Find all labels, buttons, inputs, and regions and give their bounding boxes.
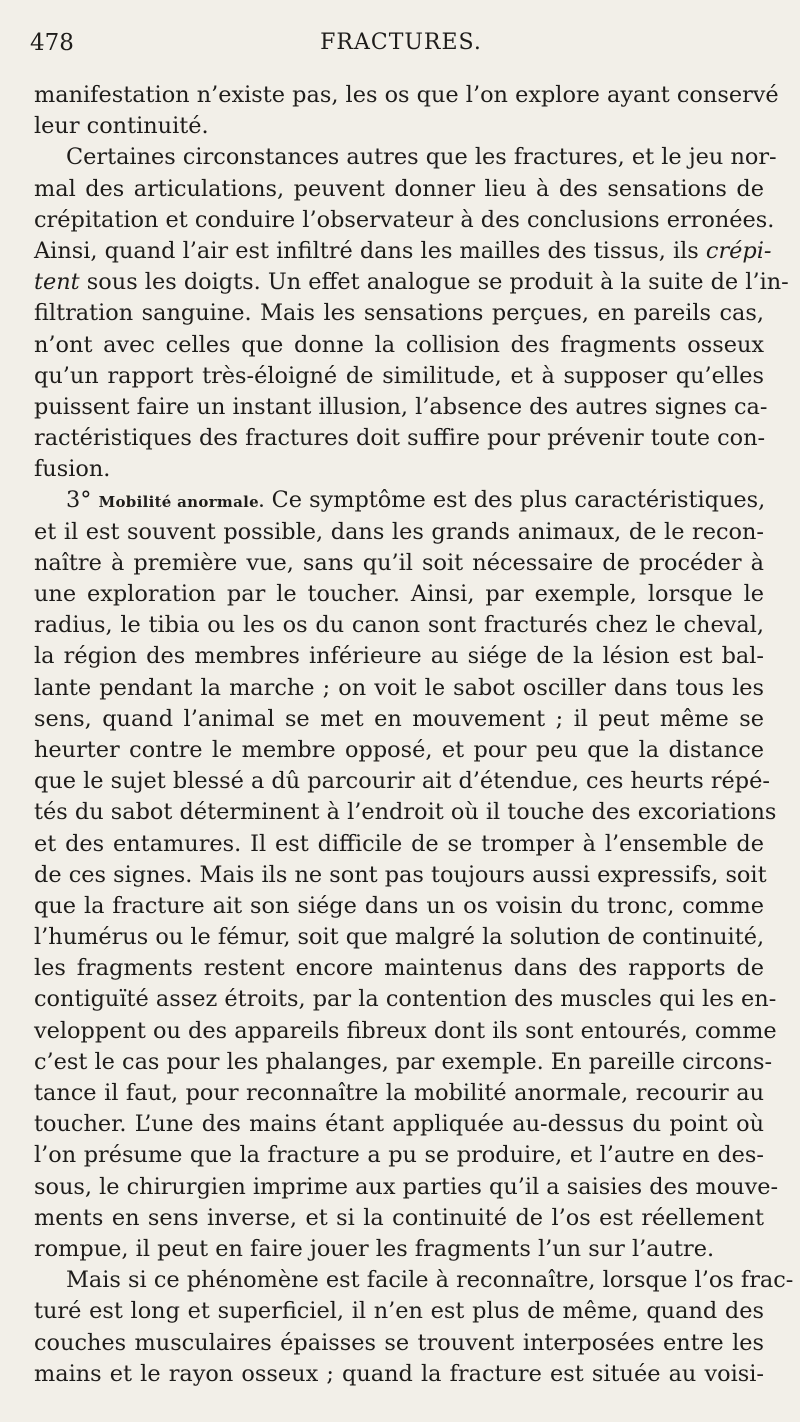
body-text (34, 80, 794, 1390)
text-line: sous, le chirurgien imprime aux parties qu’il a saisies des mouve- (34, 1173, 779, 1200)
text-line: leur continuité. (34, 113, 209, 140)
italic-word: crépi- (705, 237, 772, 264)
text-line: ments en sens inverse, et si la continuité de l’os est réellement (34, 1204, 764, 1231)
text-line: la région des membres inférieure au siége de la lésion est bal- (34, 643, 764, 670)
text-line: tance il faut, pour reconnaître la mobilité anormale, recourir au (34, 1080, 764, 1106)
text-line: turé est long et superficiel, il n’en est plus de même, quand des (34, 1298, 764, 1325)
text-segment: sous les doigts. Un effet analogue se produit à la suite de l’in- (86, 269, 789, 296)
text-line: Certaines circonstances autres que les fractures, et le jeu nor- (66, 144, 777, 171)
section-heading: Mobilité anormale. (98, 493, 265, 512)
text-line: naître à première vue, sans qu’il soit nécessaire de procéder à (34, 549, 764, 576)
text-line (34, 267, 789, 298)
text-line: les fragments restent encore maintenus dans des rapports de (34, 955, 764, 982)
text-line: et il est souvent possible, dans les grands animaux, de le recon- (34, 518, 764, 545)
text-line: filtration sanguine. Mais les sensations perçues, en pareils cas, (34, 300, 764, 327)
text-line: ractéristiques des fractures doit suffire pour prévenir toute con- (34, 425, 766, 452)
text-line: mal des articulations, peuvent donner lieu à des sensations de (34, 175, 764, 202)
running-title: FRACTURES. (320, 30, 482, 55)
text-line: c’est le cas pour les phalanges, par exemple. En pareille circons- (34, 1048, 773, 1075)
text-line: que le sujet blessé a dû parcourir ait d’étendue, ces heurts répé- (34, 768, 770, 795)
text-line: n’ont avec celles que donne la collision des fragments osseux (34, 331, 764, 358)
page-number: 478 (30, 30, 74, 56)
page-header (30, 30, 772, 62)
text-segment: Ce symptôme est des plus caractéristiques, (271, 487, 766, 514)
text-line: rompue, il peut en faire jouer les fragments l’un sur l’autre. (34, 1235, 715, 1262)
text-line: couches musculaires épaisses se trouvent interposées entre les (34, 1329, 764, 1356)
text-line: Mais si ce phénomène est facile à reconnaître, lorsque l’os frac- (66, 1267, 794, 1294)
text-line: heurter contre le membre opposé, et pour peu que la distance (34, 736, 764, 763)
text-line: une exploration par le toucher. Ainsi, par exemple, lorsque le (34, 581, 764, 607)
text-line: de ces signes. Mais ils ne sont pas toujours aussi expressifs, soit (34, 861, 767, 888)
section-number: 3° (66, 487, 92, 514)
text-line: crépitation et conduire l’observateur à des conclusions erronées. (34, 206, 775, 233)
text-line: lante pendant la marche ; on voit le sabot osciller dans tous les (34, 674, 764, 701)
text-line (34, 236, 772, 267)
italic-word: tent (34, 269, 80, 296)
text-line: fusion. (34, 456, 111, 483)
text-line: l’on présume que la fracture a pu se produire, et l’autre en des- (34, 1142, 764, 1169)
text-line (34, 485, 764, 516)
text-line: que la fracture ait son siége dans un os voisin du tronc, comme (34, 892, 764, 919)
text-line: et des entamures. Il est difficile de se tromper à l’ensemble de (34, 830, 764, 857)
text-line: toucher. L’une des mains étant appliquée au-dessus du point où (34, 1111, 764, 1138)
text-line: tés du sabot déterminent à l’endroit où il touche des excoriations (34, 799, 777, 826)
text-line: mains et le rayon osseux ; quand la fracture est située au voisi- (34, 1360, 764, 1387)
text-line: sens, quand l’animal se met en mouvement ; il peut même se (34, 705, 764, 732)
text-line: puissent faire un instant illusion, l’absence des autres signes ca- (34, 393, 768, 420)
text-line: qu’un rapport très-éloigné de similitude, et à supposer qu’elles (34, 362, 764, 389)
text-line: radius, le tibia ou les os du canon sont fracturés chez le cheval, (34, 612, 764, 639)
text-line: manifestation n’existe pas, les os que l’on explore ayant conservé (34, 82, 779, 108)
text-line: veloppent ou des appareils fibreux dont ils sont entourés, comme (34, 1017, 777, 1044)
text-line: l’humérus ou le fémur, soit que malgré la solution de continuité, (34, 924, 765, 951)
text-line: contiguïté assez étroits, par la contention des muscles qui les en- (34, 986, 777, 1013)
text-segment: Ainsi, quand l’air est infiltré dans les mailles des tissus, ils (34, 237, 699, 264)
